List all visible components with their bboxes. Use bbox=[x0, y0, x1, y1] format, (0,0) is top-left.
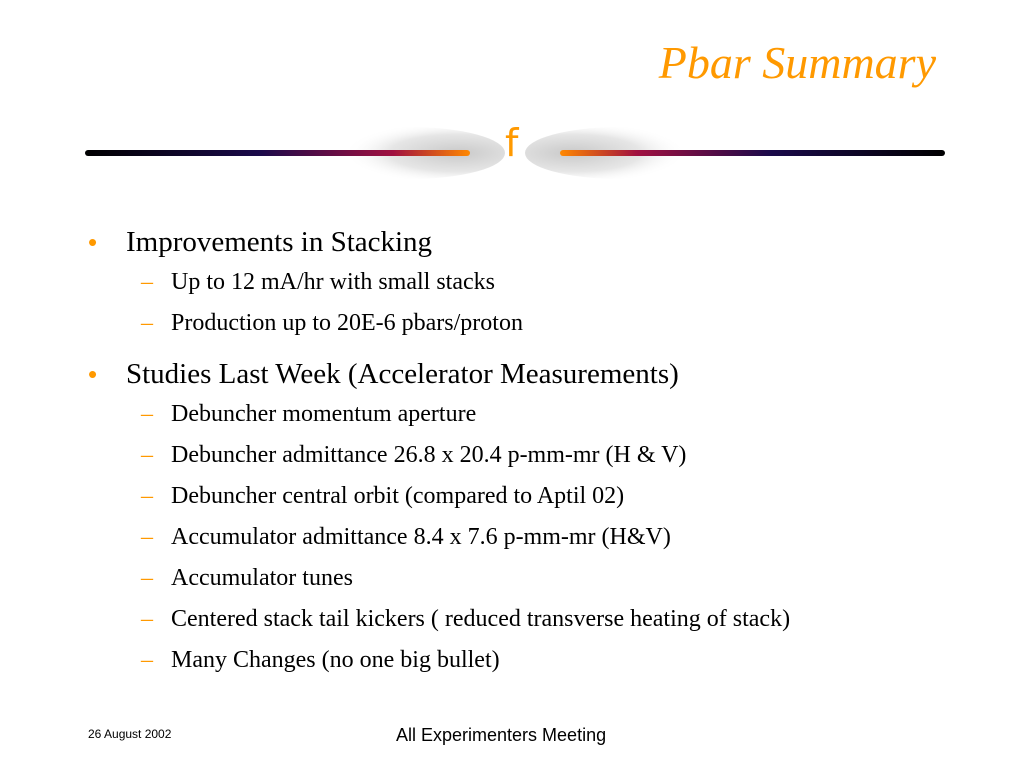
divider-line-right bbox=[560, 150, 945, 156]
sub-bullet-marker: – bbox=[141, 401, 153, 427]
bullet-text: Studies Last Week (Accelerator Measurements) bbox=[126, 358, 679, 390]
sub-bullet-text: Debuncher admittance 26.8 x 20.4 p-mm-mr (H & V) bbox=[171, 442, 687, 468]
divider-line-left bbox=[85, 150, 470, 156]
slide-title: Pbar Summary bbox=[658, 37, 936, 88]
sub-bullet-text: Debuncher central orbit (compared to Aptil 02) bbox=[171, 483, 625, 509]
sub-bullet-text: Many Changes (no one big bullet) bbox=[171, 647, 500, 673]
sub-bullet-item bbox=[88, 517, 968, 558]
sub-bullet-marker: – bbox=[141, 442, 153, 468]
sub-bullet-item bbox=[88, 435, 968, 476]
sub-bullet-text: Production up to 20E-6 pbars/proton bbox=[171, 310, 523, 336]
fermilab-logo-letter: f bbox=[505, 121, 519, 165]
sub-bullet-text: Centered stack tail kickers ( reduced transverse heating of stack) bbox=[171, 606, 791, 632]
sub-bullet-item bbox=[88, 599, 968, 640]
sub-bullet-text: Accumulator tunes bbox=[171, 565, 353, 591]
sub-bullet-marker: – bbox=[141, 269, 153, 295]
sub-bullet-marker: – bbox=[141, 606, 153, 632]
bullet-item bbox=[88, 222, 968, 262]
sub-bullet-item bbox=[88, 558, 968, 599]
sub-bullet-text: Accumulator admittance 8.4 x 7.6 p-mm-mr (H&V) bbox=[171, 524, 671, 550]
sub-bullet-marker: – bbox=[141, 647, 153, 673]
sub-bullet-text: Debuncher momentum aperture bbox=[171, 401, 477, 427]
bullet-item bbox=[88, 354, 968, 394]
bullet-text: Improvements in Stacking bbox=[126, 226, 433, 258]
footer-date: 26 August 2002 bbox=[88, 727, 172, 741]
sub-bullet-item bbox=[88, 303, 968, 344]
sub-bullet-item bbox=[88, 262, 968, 303]
footer-meeting-name: All Experimenters Meeting bbox=[396, 725, 607, 745]
bullet-marker: • bbox=[88, 227, 98, 257]
bullet-marker: • bbox=[88, 359, 98, 389]
sub-bullet-text: Up to 12 mA/hr with small stacks bbox=[171, 269, 495, 295]
sub-bullet-item bbox=[88, 394, 968, 435]
sub-bullet-marker: – bbox=[141, 483, 153, 509]
bullet-list bbox=[88, 222, 968, 681]
sub-bullet-marker: – bbox=[141, 565, 153, 591]
sub-bullet-item bbox=[88, 476, 968, 517]
sub-bullet-item bbox=[88, 640, 968, 681]
sub-bullet-marker: – bbox=[141, 524, 153, 550]
sub-bullet-marker: – bbox=[141, 310, 153, 336]
